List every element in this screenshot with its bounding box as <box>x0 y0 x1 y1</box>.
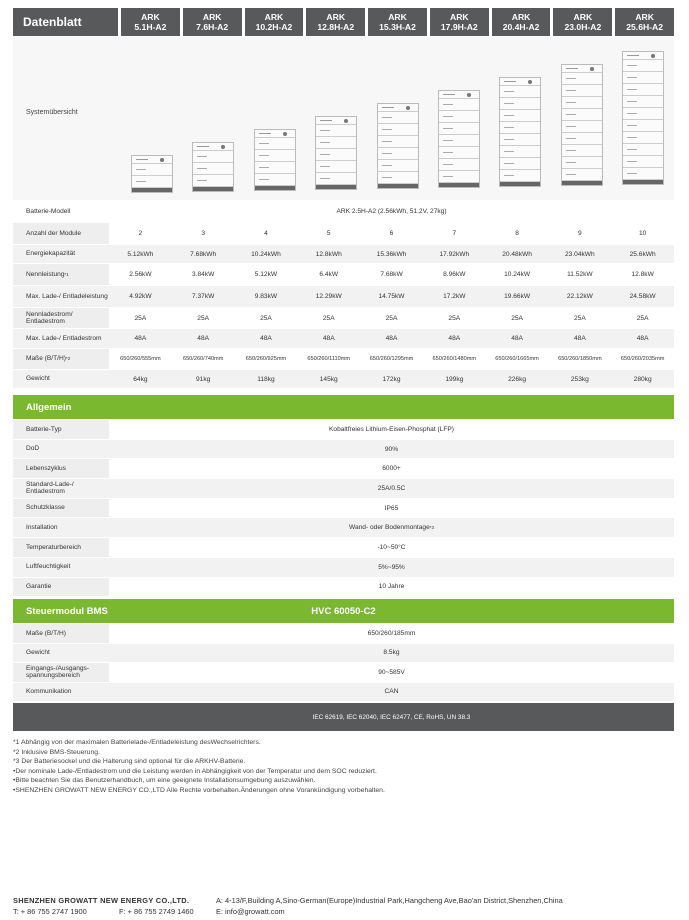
datasheet-title: Datenblatt <box>13 8 118 36</box>
bms-led-icon <box>590 67 594 71</box>
spec-cell: 7.68kW <box>380 271 403 278</box>
model-header-brand: ARK <box>202 12 222 22</box>
battery-module <box>623 96 663 108</box>
general-value: Wand- oder Bodenmontage *3 <box>348 524 435 532</box>
spec-cell: 17.92kWh <box>439 250 470 258</box>
spec-cell: 22.12kW <box>566 293 593 300</box>
certifications-bar <box>13 703 674 731</box>
spec-cell: 25A <box>573 314 586 322</box>
spec-cell: 9 <box>578 230 582 237</box>
company-phone: T: + 86 755 2747 1900 <box>13 907 87 916</box>
spec-cell: 4.92kW <box>129 293 152 300</box>
spec-label: Nennladestrom/ Entladestrom <box>13 308 109 328</box>
spec-cell: 650/260/1480mm <box>432 356 477 362</box>
general-label: Garantie <box>13 578 109 597</box>
general-label: Luftfeuchtigkeit <box>13 558 109 577</box>
battery-stack-8 <box>561 64 603 186</box>
bms-led-icon <box>406 106 410 110</box>
general-row <box>13 440 674 460</box>
battery-module <box>562 121 602 133</box>
bms-module-top <box>255 130 295 138</box>
general-row <box>13 499 674 519</box>
spec-cell: 15.36kWh <box>376 250 407 258</box>
battery-module <box>193 175 233 187</box>
spec-cell: 25A <box>260 314 272 322</box>
spec-table <box>13 201 674 389</box>
battery-module <box>500 86 540 98</box>
battery-module <box>500 170 540 182</box>
general-value: 6000+ <box>382 465 401 473</box>
spec-cell: 7.68kWh <box>190 250 217 258</box>
model-header-2 <box>183 8 242 36</box>
bms-row <box>13 644 674 664</box>
battery-base <box>439 183 479 187</box>
general-label: Batterie-Typ <box>13 420 109 439</box>
spec-cell: 48A <box>134 335 147 342</box>
spec-cell: 6 <box>389 230 394 237</box>
battery-module <box>439 123 479 135</box>
spec-cell: 9.83kW <box>254 293 278 300</box>
spec-cell: 2 <box>138 230 143 237</box>
battery-module <box>500 146 540 158</box>
battery-module <box>255 138 295 150</box>
battery-module <box>316 161 356 173</box>
model-header-brand: ARK <box>573 12 593 22</box>
battery-base <box>623 180 663 184</box>
bms-label: Kommunikation <box>13 683 109 702</box>
bms-section-header <box>13 599 674 623</box>
model-header-code: 5.1H-A2 <box>134 22 167 32</box>
spec-row <box>13 370 674 389</box>
spec-cell: 17.2kW <box>443 293 466 300</box>
bms-label-icon <box>320 120 332 121</box>
battery-module <box>439 111 479 123</box>
bms-label-icon <box>504 81 516 82</box>
spec-cell: 48A <box>448 335 461 342</box>
battery-module <box>378 148 418 160</box>
bms-module-top <box>439 91 479 99</box>
general-label: Temperaturbereich <box>13 538 109 557</box>
general-value: 10 Jahre <box>378 583 405 591</box>
spec-cell: 253kg <box>570 375 589 383</box>
battery-module <box>500 98 540 110</box>
spec-cell: 5.12kWh <box>127 250 154 258</box>
general-row <box>13 538 674 558</box>
spec-cells <box>109 264 674 285</box>
battery-module <box>623 144 663 156</box>
bms-label-icon <box>443 94 455 95</box>
general-value: 5%~95% <box>378 563 405 571</box>
model-header-3 <box>245 8 304 36</box>
battery-base <box>255 186 295 190</box>
battery-module <box>562 133 602 145</box>
battery-base <box>500 182 540 186</box>
company-email: E: info@growatt.com <box>216 907 285 916</box>
spec-cells <box>109 245 674 263</box>
footnote-ref: *3 <box>429 525 435 531</box>
spec-cell: 25A <box>511 314 523 322</box>
spec-cell: 25A <box>322 314 335 322</box>
model-header-4 <box>306 8 365 36</box>
spec-cell: 10 <box>638 230 647 237</box>
bms-label-icon <box>382 107 394 108</box>
spec-cell: 3 <box>201 230 205 237</box>
spec-cell: 25A <box>448 314 461 322</box>
battery-module <box>562 109 602 121</box>
spec-cell: 5.12kW <box>254 271 278 278</box>
spec-row <box>13 329 674 349</box>
general-row <box>13 479 674 499</box>
battery-module <box>562 85 602 97</box>
model-header-code: 15.3H-A2 <box>379 22 416 32</box>
model-header-9 <box>615 8 674 36</box>
battery-stack-6 <box>438 90 480 188</box>
spec-label: Anzahl der Module <box>13 223 109 244</box>
spec-cell: 650/260/1110mm <box>307 356 351 362</box>
bms-label: Maße (B/T/H) <box>13 624 109 643</box>
footnote-line: *1 Abhängig von der maximalen Batterielade-/Entladeleistung desWechselrichters. <box>13 739 261 746</box>
footnote-ref: *1 <box>64 271 69 277</box>
spec-cells <box>109 329 674 348</box>
battery-stack-5 <box>377 103 419 189</box>
battery-module <box>378 136 418 148</box>
battery-module <box>500 158 540 170</box>
spec-cell: 48A <box>511 335 523 342</box>
model-header-row <box>121 8 674 36</box>
battery-module <box>193 151 233 163</box>
general-value: -10~50°C <box>377 543 406 551</box>
battery-module <box>623 132 663 144</box>
battery-module <box>132 164 172 176</box>
battery-base <box>316 185 356 189</box>
model-header-7 <box>492 8 551 36</box>
battery-base <box>562 181 602 185</box>
general-table <box>13 420 674 597</box>
model-header-6 <box>430 8 489 36</box>
bms-module-top <box>132 156 172 164</box>
bms-label-icon <box>627 55 639 56</box>
battery-module <box>316 137 356 149</box>
spec-value: ARK 2.5H-A2 (2.56kWh, 51.2V, 27kg) <box>336 208 447 215</box>
spec-cell: 48A <box>260 335 272 342</box>
spec-cell: 3.84kW <box>191 271 215 278</box>
bms-led-icon <box>221 145 225 149</box>
battery-module <box>562 157 602 169</box>
certifications-text: IEC 62619, IEC 62040, IEC 62477, CE, RoHS, UN 38.3 <box>312 713 471 721</box>
battery-stack-4 <box>315 116 357 190</box>
battery-module <box>623 84 663 96</box>
spec-cell: 199kg <box>445 375 464 383</box>
battery-stack-2 <box>192 142 234 192</box>
spec-cell: 23.04kWh <box>565 250 595 258</box>
general-value: 25A/0.5C <box>377 484 406 492</box>
spec-cell: 172kg <box>382 375 401 383</box>
spec-cell: 25A <box>385 314 398 322</box>
bms-label: Gewicht <box>13 644 109 663</box>
general-section-title: Allgemein <box>26 401 72 413</box>
system-overview <box>13 37 674 200</box>
battery-module <box>255 162 295 174</box>
bms-led-icon <box>160 158 164 162</box>
spec-cell: 650/260/1850mm <box>558 356 602 362</box>
footnote-line: *3 Der Batteriesockel und die Halterung sind optional für die ARKHV-Batterie. <box>13 758 246 766</box>
model-header-8 <box>553 8 612 36</box>
model-header-code: 10.2H-A2 <box>255 22 293 32</box>
battery-module <box>562 145 602 157</box>
model-header-5 <box>368 8 427 36</box>
battery-module <box>500 122 540 134</box>
model-header-brand: ARK <box>141 12 160 22</box>
spec-cells <box>109 308 674 328</box>
battery-module <box>562 169 602 181</box>
battery-module <box>562 73 602 85</box>
bms-led-icon <box>528 80 532 84</box>
spec-cell: 650/260/740mm <box>182 356 224 362</box>
battery-module <box>439 171 479 183</box>
bms-led-icon <box>467 93 471 97</box>
battery-stack-9 <box>622 51 664 185</box>
battery-module <box>439 135 479 147</box>
general-label: Installation <box>13 518 109 537</box>
spec-cell: 118kg <box>257 375 275 383</box>
spec-label: Gewicht <box>13 370 109 388</box>
spec-cell: 25.6kWh <box>629 250 656 258</box>
model-header-code: 20.4H-A2 <box>502 22 540 32</box>
battery-module <box>193 163 233 175</box>
model-header-brand: ARK <box>264 12 284 22</box>
spec-cell: 12.8kWh <box>315 250 342 258</box>
spec-row <box>13 223 674 245</box>
spec-cell: 10.24kWh <box>251 250 281 258</box>
battery-stack-1 <box>131 155 173 193</box>
battery-module <box>255 150 295 162</box>
spec-cells <box>109 223 674 244</box>
battery-module <box>378 172 418 184</box>
model-header-code: 7.6H-A2 <box>196 22 229 32</box>
bms-label-icon <box>566 68 578 69</box>
battery-module <box>500 110 540 122</box>
battery-module <box>623 60 663 72</box>
spec-cell: 48A <box>385 335 398 342</box>
bms-row <box>13 624 674 644</box>
battery-module <box>132 176 172 188</box>
bms-module-top <box>378 104 418 112</box>
company-address: A: 4-13/F,Building A,Sino-German(Europe)Industrial Park,Hangcheng Ave,Bao'an District,Shenzhen,China <box>216 896 563 905</box>
bms-led-icon <box>651 54 655 58</box>
footnote-ref: *2 <box>65 356 71 362</box>
model-header-code: 23.0H-A2 <box>564 22 602 32</box>
spec-cell: 650/260/2035mm <box>620 356 665 362</box>
spec-cell: 8.96kW <box>443 271 466 278</box>
battery-module <box>255 174 295 186</box>
battery-module <box>439 99 479 111</box>
bms-value: 650/260/185mm <box>367 629 416 637</box>
bms-label-icon <box>136 159 148 160</box>
spec-row-battery-model <box>13 201 674 223</box>
spec-cell: 25A <box>197 314 210 322</box>
bms-row <box>13 683 674 703</box>
company-fax: F: + 86 755 2749 1460 <box>119 907 194 916</box>
spec-cell: 650/260/555mm <box>120 356 161 362</box>
spec-cell: 91kg <box>196 375 211 383</box>
model-header-brand: ARK <box>388 12 407 22</box>
general-label: Lebenszyklus <box>13 459 109 478</box>
bms-label-icon <box>197 146 209 147</box>
spec-cell: 12.8kW <box>631 271 654 278</box>
general-row <box>13 420 674 440</box>
spec-cell: 48A <box>636 335 649 342</box>
spec-label: Nennleistung *1 <box>13 264 109 285</box>
general-value: 90% <box>384 445 399 453</box>
model-header-code: 17.9H-A2 <box>440 22 478 32</box>
spec-cell: 20.48kWh <box>502 250 532 258</box>
spec-label: Maße (B/T/H) *2 <box>13 349 109 369</box>
spec-cell: 10.24kW <box>504 271 531 278</box>
spec-cell: 8 <box>515 230 519 237</box>
general-row <box>13 558 674 578</box>
battery-module <box>378 112 418 124</box>
model-header-brand: ARK <box>635 12 654 22</box>
bms-label-icon <box>259 133 271 134</box>
spec-cell: 19.66kW <box>504 293 531 300</box>
bms-section-title: Steuermodul BMS <box>26 605 108 617</box>
battery-module <box>439 159 479 171</box>
model-header-brand: ARK <box>326 12 346 22</box>
spec-cell: 14.75kW <box>378 293 405 300</box>
spec-cell: 650/260/1665mm <box>495 356 539 362</box>
model-header-code: 25.6H-A2 <box>626 22 664 32</box>
spec-row <box>13 349 674 370</box>
company-name: SHENZHEN GROWATT NEW ENERGY CO.,LTD. <box>13 896 190 905</box>
bms-value: 8.5kg <box>383 649 400 657</box>
battery-module <box>623 168 663 180</box>
bms-module-top <box>500 78 540 86</box>
spec-cell: 2.56kW <box>129 271 152 278</box>
spec-cell: 5 <box>326 230 331 237</box>
bms-module-top <box>562 65 602 73</box>
bms-led-icon <box>344 119 348 123</box>
general-row <box>13 578 674 598</box>
spec-cell: 7 <box>452 230 457 237</box>
battery-module <box>623 108 663 120</box>
battery-module <box>623 120 663 132</box>
bms-led-icon <box>283 132 287 136</box>
battery-module <box>500 134 540 146</box>
spec-label: Max. Lade-/ Entladestrom <box>13 329 109 348</box>
battery-base <box>132 188 172 192</box>
spec-cell: 24.58kW <box>629 293 656 300</box>
spec-cell: 48A <box>322 335 335 342</box>
system-overview-label: Systemübersicht <box>26 109 78 116</box>
spec-cell: 650/260/925mm <box>245 356 287 362</box>
bms-label: Eingangs-/Ausgangs- spannungsbereich <box>13 663 109 682</box>
spec-label: Batterie-Modell <box>26 207 71 215</box>
battery-module <box>439 147 479 159</box>
general-row <box>13 459 674 479</box>
bms-table <box>13 624 674 702</box>
footnote-line: •Der nominale Lade-/Entladestrom und die Leistung werden in Abhängigkeit von der Temperatur und dem SOC reduziert. <box>13 767 377 775</box>
footnote-line: •SHENZHEN GROWATT NEW ENERGY CO.,LTD Alle Rechte vorbehalten.Änderungen ohne Vorankündigung vorbehalten. <box>13 786 385 794</box>
battery-module <box>562 97 602 109</box>
general-value: IP65 <box>384 504 399 512</box>
spec-cell: 25A <box>134 314 147 322</box>
spec-cell: 4 <box>264 230 268 237</box>
bms-module-top <box>193 143 233 151</box>
bms-value: 90~585V <box>378 668 405 676</box>
spec-cell: 145kg <box>319 375 338 383</box>
spec-cell: 11.52kW <box>567 271 593 278</box>
general-label: DoD <box>13 440 109 459</box>
spec-cell: 280kg <box>633 375 652 383</box>
spec-cell: 64kg <box>133 375 148 383</box>
general-label: Standard-Lade-/ Entladestrom <box>13 479 109 498</box>
battery-module <box>623 72 663 84</box>
spec-cell: 48A <box>197 335 210 342</box>
battery-module <box>316 173 356 185</box>
model-header-1 <box>121 8 180 36</box>
spec-label: Max. Lade-/ Entladeleistung <box>13 286 109 307</box>
bms-value: CAN <box>384 688 399 696</box>
bms-row <box>13 663 674 683</box>
battery-module <box>316 149 356 161</box>
spec-row <box>13 286 674 308</box>
model-header-brand: ARK <box>449 12 469 22</box>
spec-cell: 7.37kW <box>191 293 215 300</box>
footnotes <box>13 738 385 796</box>
battery-base <box>193 187 233 191</box>
model-header-code: 12.8H-A2 <box>317 22 355 32</box>
spec-label: Energiekapazität <box>13 245 109 263</box>
spec-cell: 25A <box>636 314 649 322</box>
battery-base <box>378 184 418 188</box>
spec-cell: 650/260/1295mm <box>369 356 414 362</box>
model-header-brand: ARK <box>511 12 531 22</box>
bms-module-top <box>316 117 356 125</box>
battery-stack-3 <box>254 129 296 191</box>
spec-cell: 12.29kW <box>315 293 342 300</box>
battery-stack-7 <box>499 77 541 187</box>
datasheet-header <box>13 8 674 36</box>
bms-model: HVC 60050-C2 <box>311 605 376 617</box>
general-label: Schutzklasse <box>13 499 109 518</box>
spec-row <box>13 308 674 329</box>
spec-cells <box>109 286 674 307</box>
battery-module <box>378 124 418 136</box>
spec-cell: 48A <box>573 335 586 342</box>
footnote-line: •Bitte beachten Sie das Benutzerhandbuch, um eine geeignete Installationsumgebung auszuwählen. <box>13 777 316 785</box>
battery-module <box>378 160 418 172</box>
spec-cell: 6.4kW <box>319 271 339 278</box>
footnote-line: *2 Inklusive BMS-Steuerung. <box>13 748 100 756</box>
battery-module <box>623 156 663 168</box>
spec-row <box>13 264 674 286</box>
bms-module-top <box>623 52 663 60</box>
general-section-header <box>13 395 674 419</box>
spec-cells <box>109 349 674 369</box>
spec-cell: 226kg <box>508 375 527 383</box>
general-value: Kobaltfreies Lithium-Eisen-Phosphat (LFP) <box>329 425 454 433</box>
spec-cells <box>109 370 674 388</box>
spec-row <box>13 245 674 264</box>
battery-module <box>316 125 356 137</box>
general-row <box>13 518 674 538</box>
